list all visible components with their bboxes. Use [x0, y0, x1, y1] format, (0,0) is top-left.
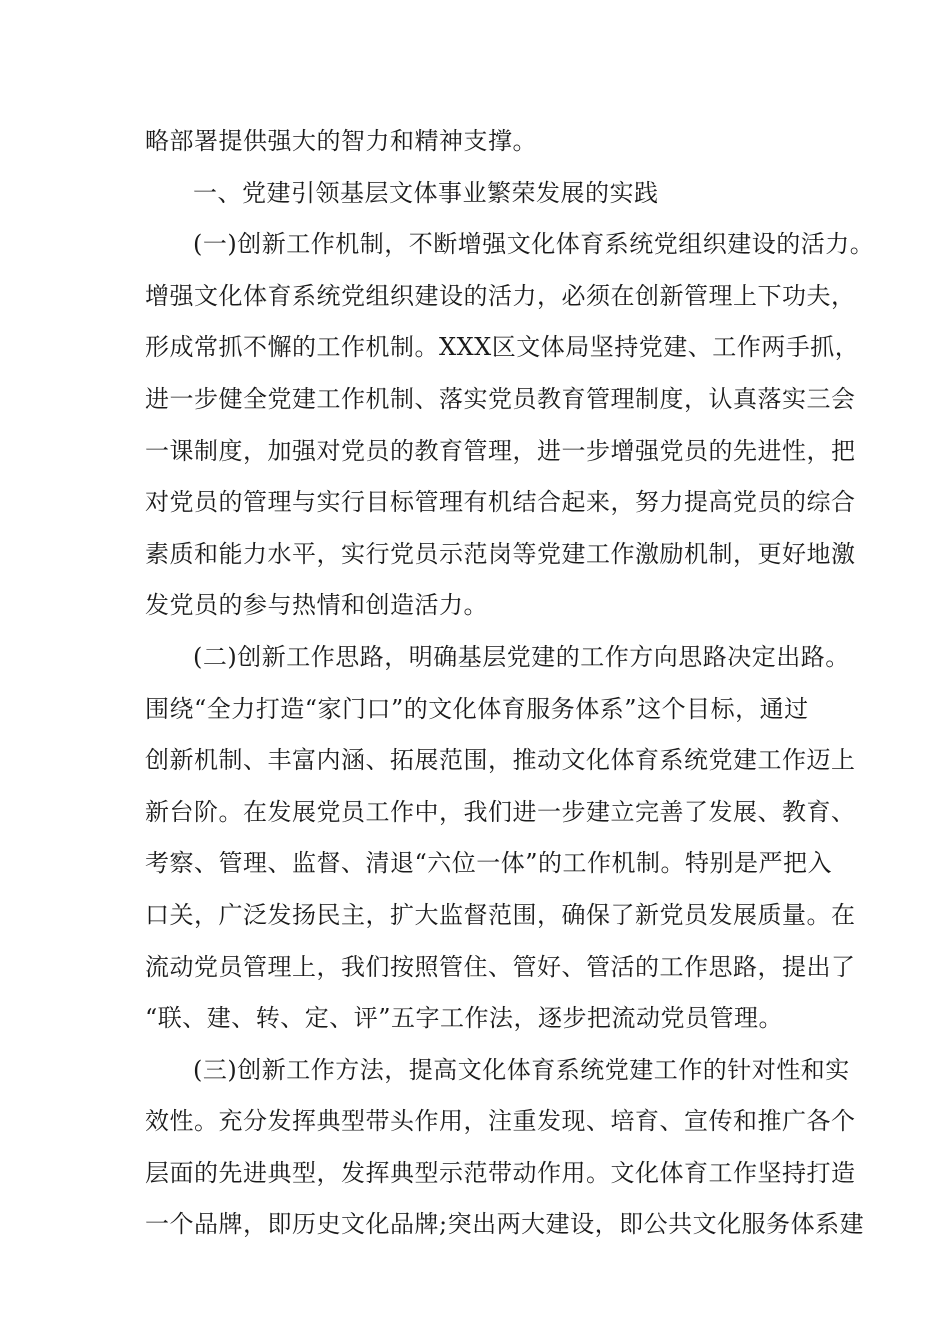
document-line: 进一步健全党建工作机制、落实党员教育管理制度，认真落实三会 [145, 384, 856, 413]
document-line: 效性。充分发挥典型带头作用，注重发现、培育、宣传和推广各个 [145, 1107, 856, 1136]
document-line: 考察、管理、监督、清退“六位一体”的工作机制。特别是严把入 [145, 849, 833, 878]
document-line: 新台阶。在发展党员工作中，我们进一步建立完善了发展、教育、 [145, 797, 856, 826]
document-line: 一课制度，加强对党员的教育管理，进一步增强党员的先进性，把 [145, 436, 856, 465]
document-line: 一、党建引领基层文体事业繁荣发展的实践 [193, 178, 659, 207]
document-line: 增强文化体育系统党组织建设的活力，必须在创新管理上下功夫， [145, 281, 856, 310]
document-line: 发党员的参与热情和创造活力。 [145, 591, 488, 620]
document-line: (三)创新工作方法，提高文化体育系统党建工作的针对性和实 [193, 1055, 850, 1084]
document-line: (二)创新工作思路，明确基层党建的工作方向思路决定出路。 [193, 642, 850, 671]
document-line: 围绕“全力打造“家门口”的文化体育服务体系”这个目标，通过 [145, 694, 809, 723]
document-line: 素质和能力水平，实行党员示范岗等党建工作激励机制，更好地激 [145, 539, 856, 568]
document-line: 流动党员管理上，我们按照管住、管好、管活的工作思路，提出了 [145, 952, 856, 981]
document-line: 创新机制、丰富内涵、拓展范围，推动文化体育系统党建工作迈上 [145, 746, 856, 775]
document-line: (一)创新工作机制，不断增强文化体育系统党组织建设的活力。 [193, 230, 875, 259]
document-body [145, 116, 875, 1251]
document-line: “联、建、转、定、评”五字工作法，逐步把流动党员管理。 [145, 1004, 784, 1033]
document-line: 层面的先进典型，发挥典型示范带动作用。文化体育工作坚持打造 [145, 1158, 856, 1187]
document-line: 一个品牌，即历史文化品牌;突出两大建设，即公共文化服务体系建 [145, 1210, 865, 1239]
document-line: 形成常抓不懈的工作机制。XXX区文体局坚持党建、工作两手抓， [145, 333, 860, 362]
document-line: 对党员的管理与实行目标管理有机结合起来，努力提高党员的综合 [145, 488, 856, 517]
document-line: 略部署提供强大的智力和精神支撑。 [145, 127, 537, 155]
document-line: 口关，广泛发扬民主，扩大监督范围，确保了新党员发展质量。在 [145, 900, 856, 929]
